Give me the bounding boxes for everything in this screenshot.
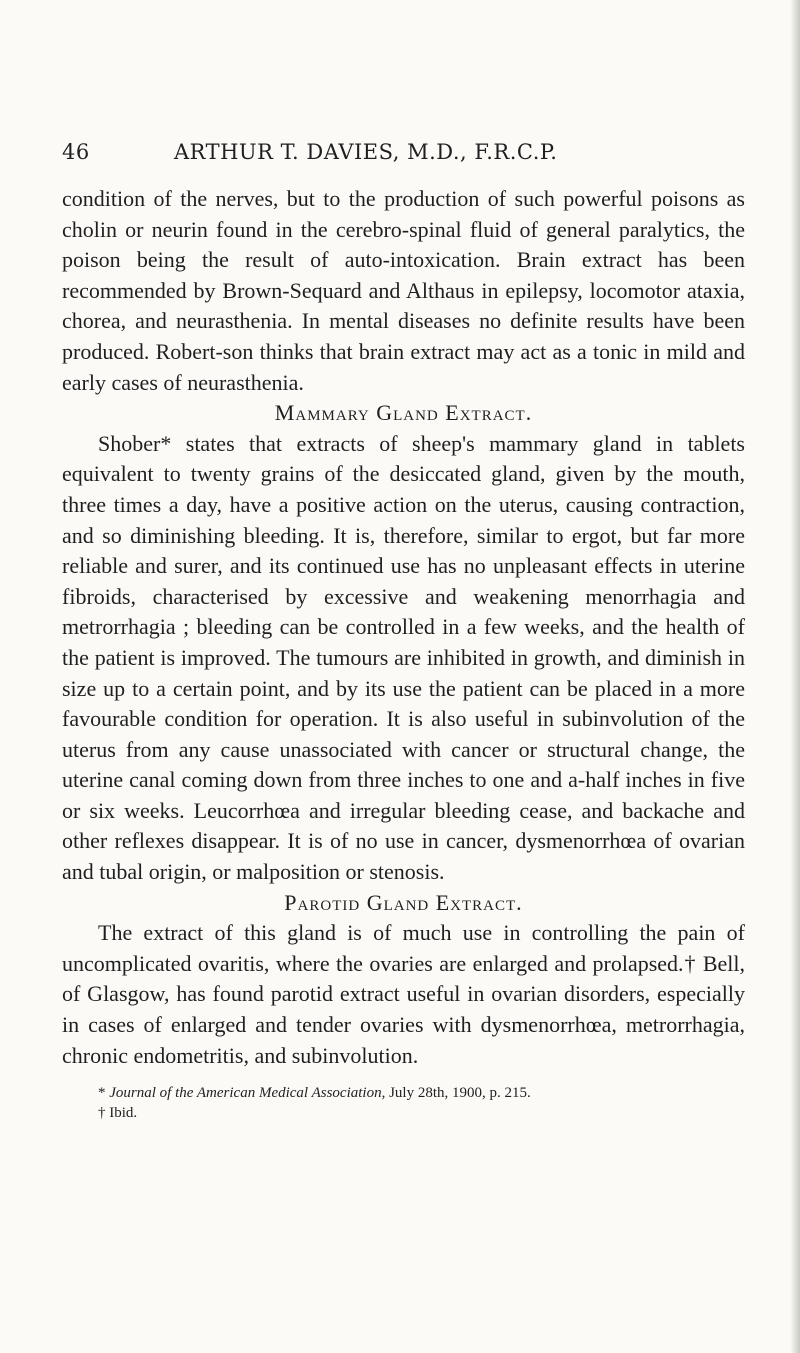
footnote-2: [98, 1103, 745, 1123]
section-heading-mammary: Mammary Gland Extract.: [274, 400, 533, 426]
page-header: [62, 140, 752, 170]
page-body: [62, 184, 745, 1123]
footnote-1-citation: , July 28th, 1900, p. 215.: [381, 1085, 531, 1102]
footnote-2-mark: †: [98, 1105, 106, 1122]
section-heading-parotid: Parotid Gland Extract.: [284, 889, 523, 915]
footnote-2-text: Ibid.: [109, 1105, 138, 1122]
page-number: 46: [62, 140, 90, 164]
footnote-1-mark: *: [98, 1085, 106, 1102]
footnote-1: [98, 1083, 745, 1103]
footnote-1-journal: Journal of the American Medical Association: [109, 1085, 382, 1102]
paragraph-mammary: Shober* states that extracts of sheep's mammary gland in tablets equivalent to twenty grains of the desiccated gland, given by the mouth, three times a day, have a positive action on the uterus, causing contraction, and so diminishing bleeding. It is, therefore, similar to ergot, but far more reliable and surer, and its continued use has no unpleasant effects in uterine fibroids, characterised by excessive and weakening menorrhagia and metrorrhagia ; bleeding can be controlled in a few weeks, and the health of the patient is improved. The tumours are inhibited in growth, and diminish in size up to a certain point, and by its use the patient can be placed in a more favourable condition for operation. It is also useful in subinvolution of the uterus from any cause unassociated with cancer or structural change, the uterine canal coming down from three inches to one and a-half inches in five or six weeks. Leucorrhœa and irregular bleeding cease, and backache and other reflexes disappear. It is of no use in cancer, dysmenorrhœa of ovarian and tubal origin, or malposition or stenosis.: [62, 430, 745, 885]
paragraph-brain-extract: condition of the nerves, but to the production of such powerful poisons as cholin or neurin found in the cerebro-spinal fluid of general paralytics, the poison being the result of auto-intoxication. Brain extract has been recommended by Brown-Sequard and Althaus in epilepsy, locomotor ataxia, chorea, and neurasthenia. In mental diseases no definite results have been produced. Robert-son thinks that brain extract may act as a tonic in mild and early cases of neurasthenia.: [62, 186, 745, 395]
paragraph-parotid: The extract of this gland is of much use in controlling the pain of uncomplicated ovaritis, where the ovaries are enlarged and prolapsed.† Bell, of Glasgow, has found parotid extract useful in ovarian disorders, especially in cases of enlarged and tender ovaries with dysmenorrhœa, metrorrhagia, chronic endometritis, and subinvolution.: [62, 920, 745, 1068]
page-edge-shadow: [790, 0, 800, 1353]
running-title: ARTHUR T. DAVIES, M.D., F.R.C.P.: [174, 140, 558, 164]
footnotes: [62, 1083, 745, 1123]
